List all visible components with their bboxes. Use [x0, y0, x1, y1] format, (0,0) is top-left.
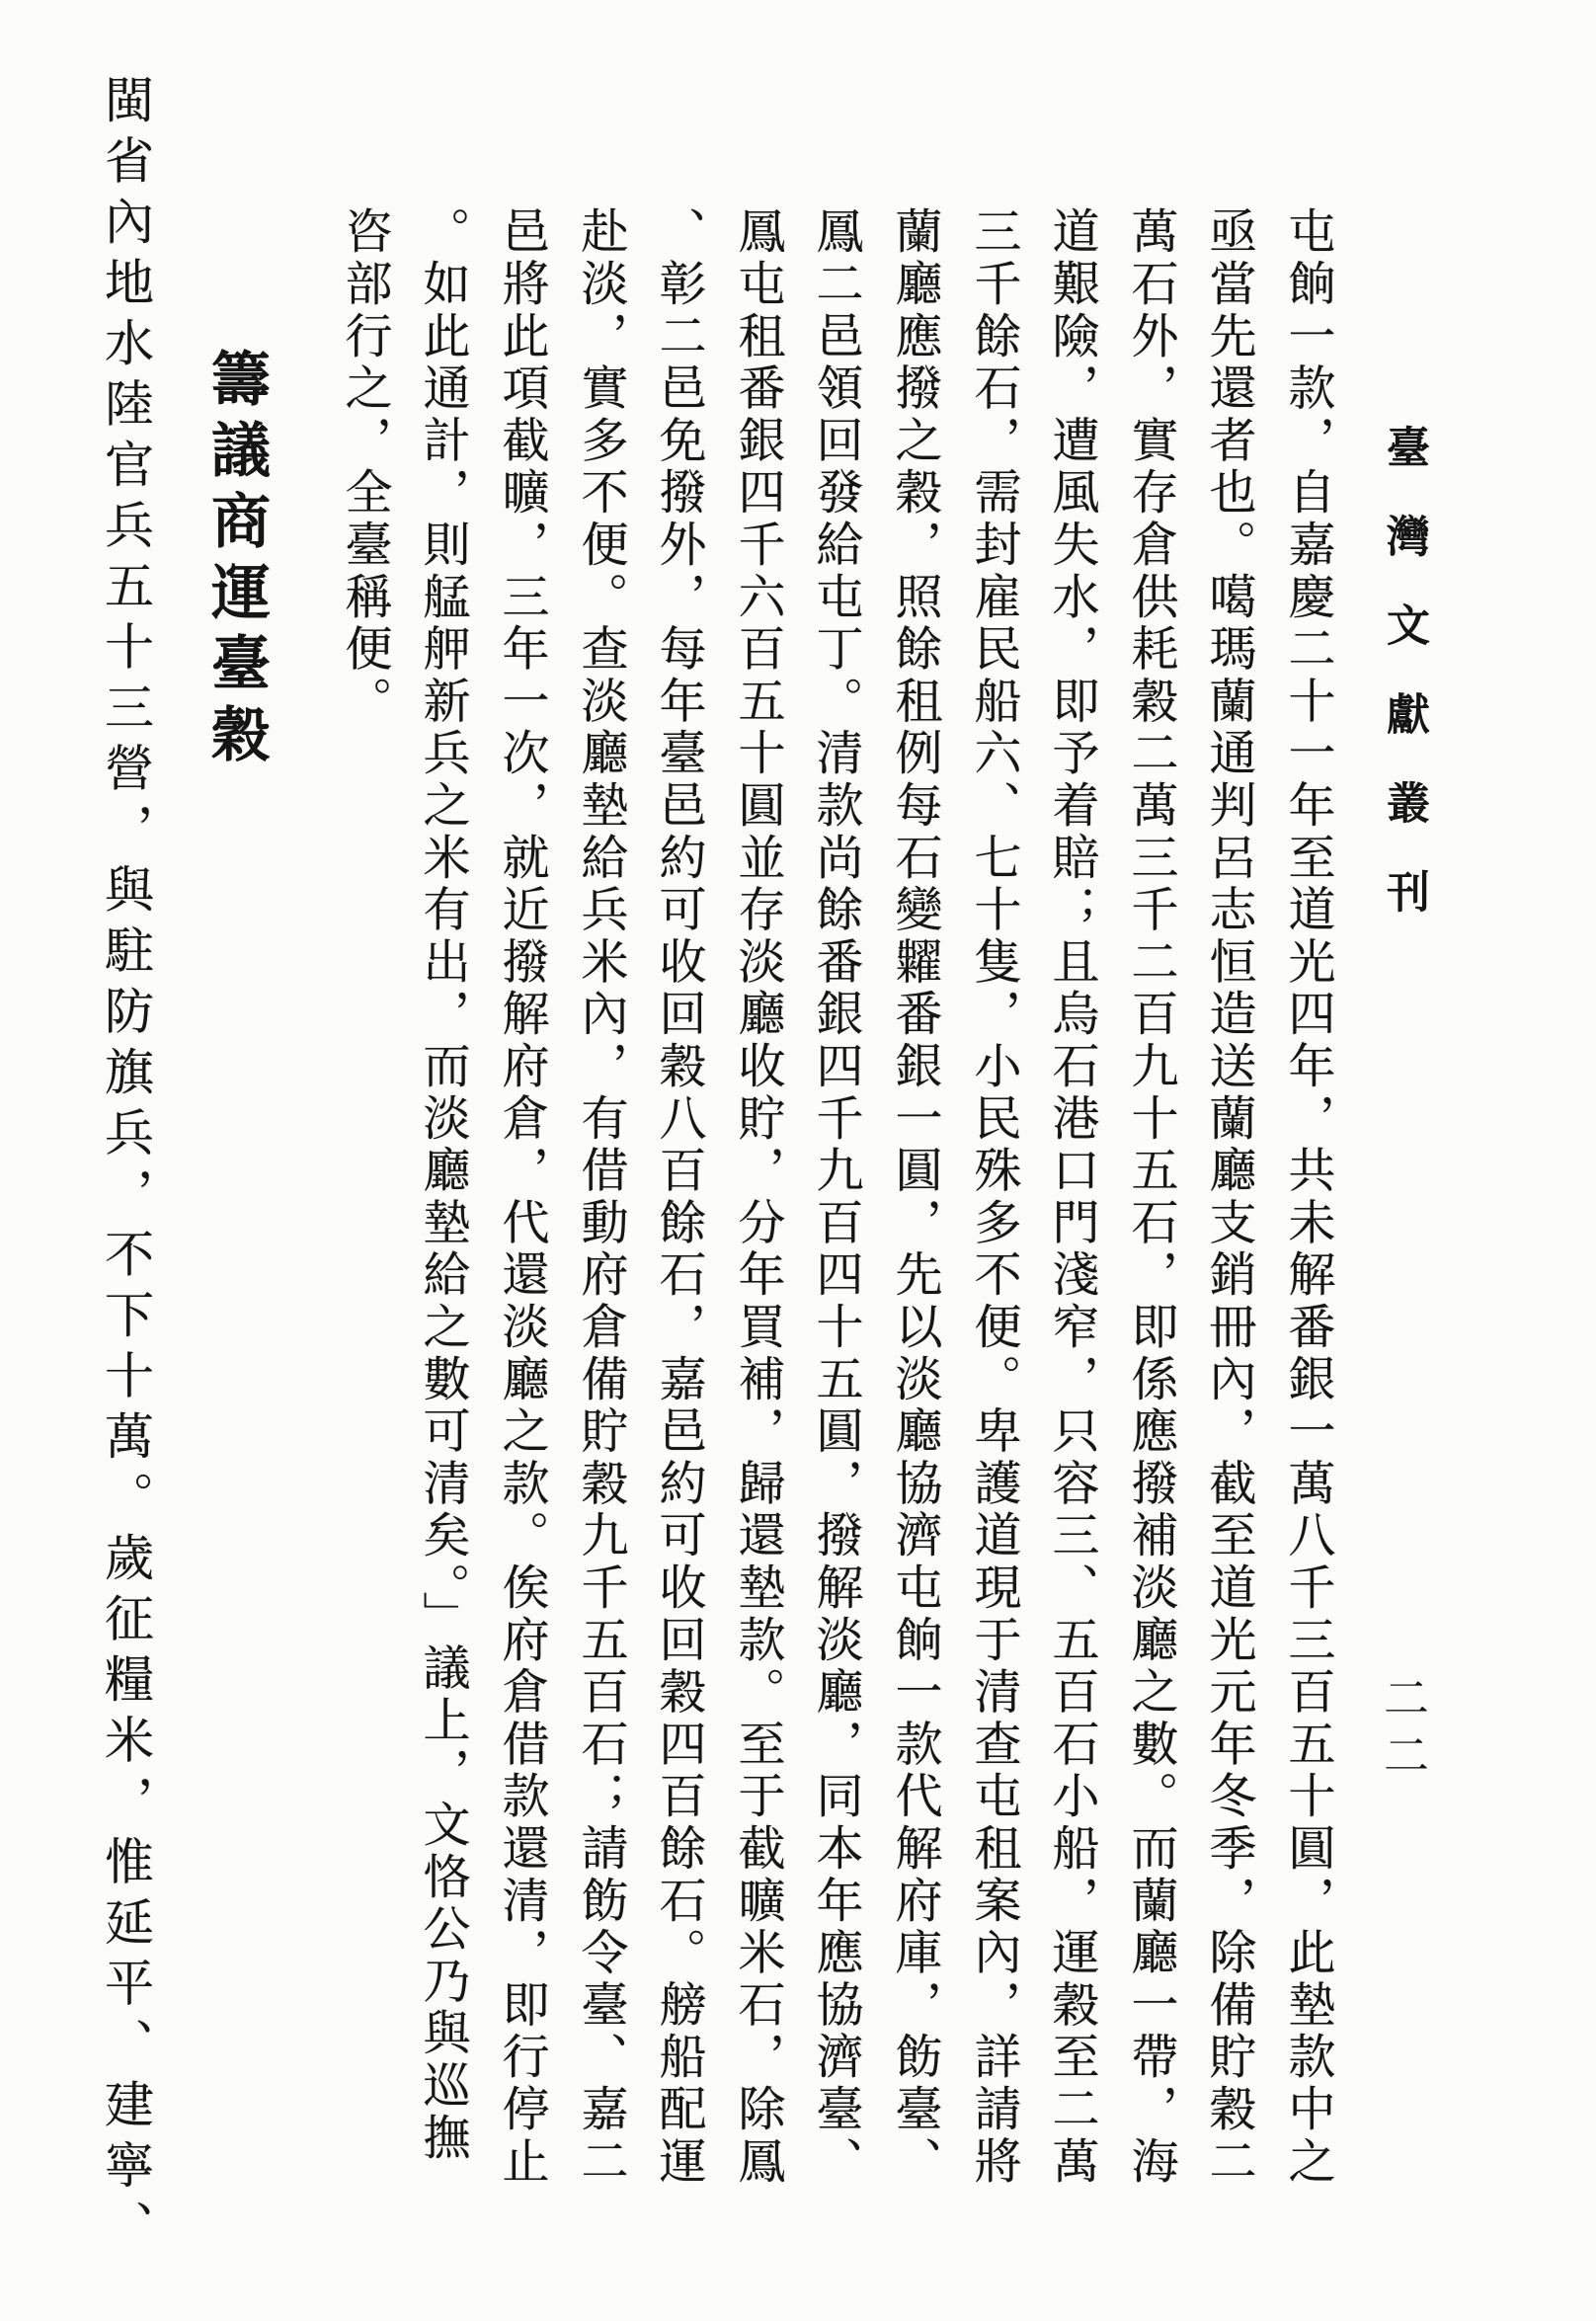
text-column-9: 、彰二邑免撥外，每年臺邑約可收回穀八百餘石，嘉邑約可收回穀四百餘石。艕船配運 — [651, 206, 706, 2189]
text-column-3: 萬石外，實存倉供耗穀二萬三千二百九十五石，即係應撥補淡廳之數。而蘭廳一帶，海 — [1123, 206, 1178, 2189]
text-column-13: 咨部行之，全臺稱便。 — [337, 206, 392, 728]
text-column-7: 鳳二邑領回發給屯丁。清款尚餘番銀四千九百四十五圓，撥解淡廳，同本年應協濟臺、 — [808, 206, 863, 2189]
series-title: 臺灣文獻叢刊 — [1379, 425, 1429, 958]
text-column-2: 亟當先還者也。噶瑪蘭通判呂志恒造送蘭廳支銷冊內，截至道光元年冬季，除備貯穀二 — [1201, 206, 1256, 2189]
text-column-5: 三千餘石，需封雇民船六、七十隻，小民殊多不便。卑護道現于清查屯租案內，詳請將 — [966, 206, 1021, 2189]
section-heading: 籌議商運臺穀 — [201, 348, 271, 774]
text-column-12: 。如此通計，則艋舺新兵之米有出，而淡廳墊給之數可清矣。」議上，文恪公乃與巡撫 — [415, 206, 470, 2165]
text-column-6: 蘭廳應撥之穀，照餘租例每石變糶番銀一圓，先以淡廳協濟屯餉一款代解府庫，飭臺、 — [887, 206, 942, 2189]
text-column-4: 道艱險，遭風失水，即予着賠；且烏石港口門淺窄，只容三、五百石小船，運穀至二萬 — [1044, 206, 1099, 2189]
text-column-10: 赴淡，實多不便。查淡廳墊給兵米內，有借動府倉備貯穀九千五百石；請飭令臺、嘉二 — [573, 206, 628, 2189]
page-number: 二二 — [1377, 1674, 1430, 1789]
text-column-8: 鳳屯租番銀四千六百五十圓並存淡廳收貯，分年買補，歸還墊款。至于截曠米石，除鳳 — [730, 206, 785, 2189]
text-column-11: 邑將此項截曠，三年一次，就近撥解府倉，代還淡廳之款。俟府倉借款還清，即行停止 — [494, 206, 549, 2189]
next-paragraph-column: 閩省內地水陸官兵五十三營，與駐防旗兵，不下十萬。歲征糧米，惟延平、建寧、 — [97, 74, 154, 2261]
text-column-1: 屯餉一款，自嘉慶二十一年至道光四年，共未解番銀一萬八千三百五十圓，此墊款中之 — [1280, 206, 1335, 2189]
